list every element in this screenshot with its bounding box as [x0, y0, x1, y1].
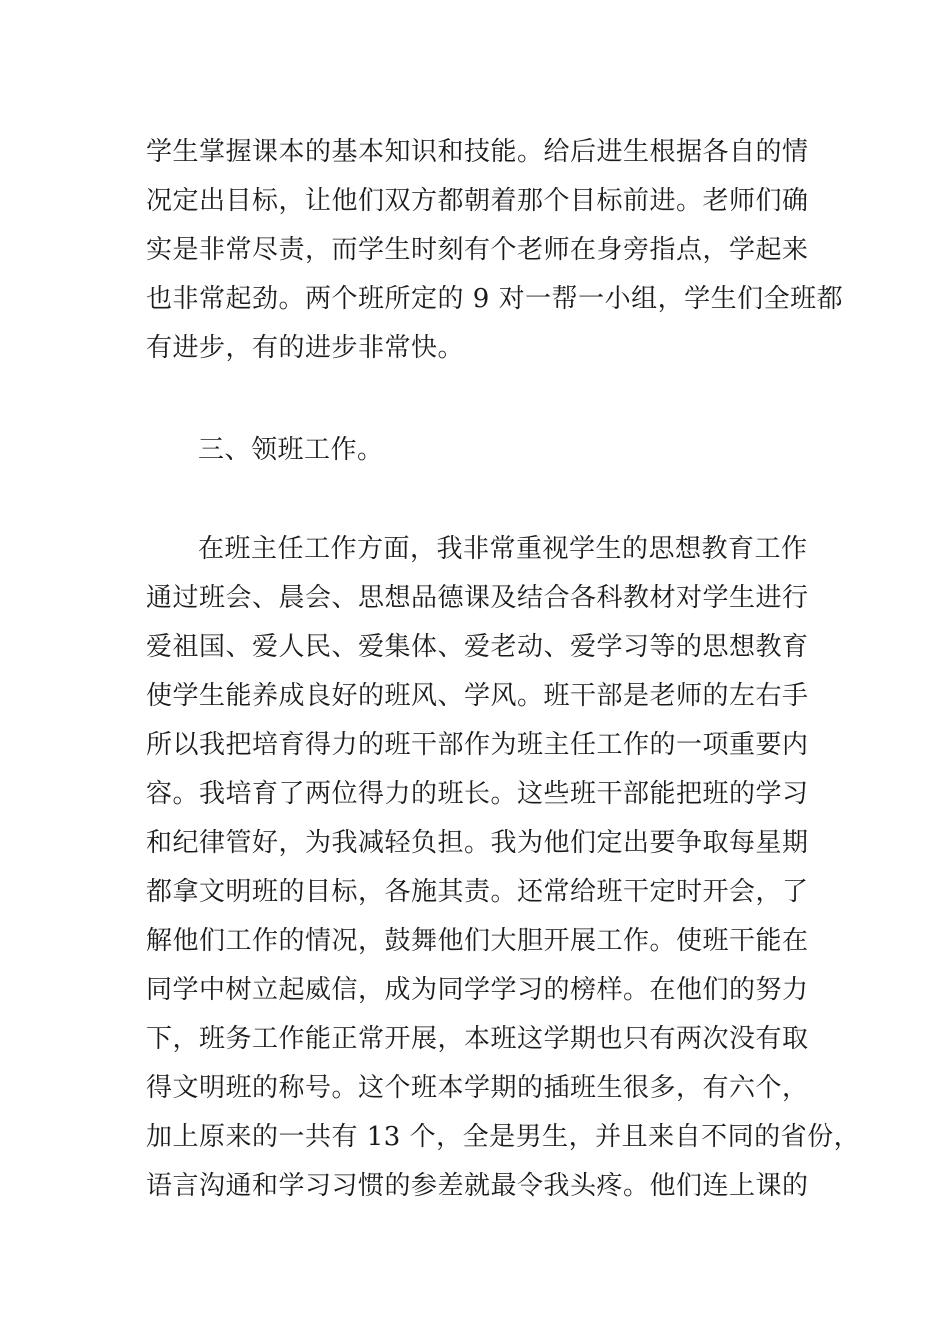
paragraph-2-line-2: 通过班会、晨会、思想品德课及结合各科教材对学生进行	[146, 583, 809, 613]
paragraph-1-line-3: 实是非常尽责，而学生时刻有个老师在身旁指点，学起来	[146, 235, 809, 265]
paragraph-1-line-2: 况定出目标，让他们双方都朝着那个目标前进。老师们确	[146, 186, 809, 216]
paragraph-2-line-6: 容。我培育了两位得力的班长。这些班干部能把班的学习	[146, 779, 809, 809]
paragraph-2-line-12: 得文明班的称号。这个班本学期的插班生很多，有六个，	[146, 1073, 809, 1103]
paragraph-1-line-1: 学生掌握课本的基本知识和技能。给后进生根据各自的情	[146, 137, 809, 167]
paragraph-2-line-8: 都拿文明班的目标，各施其责。还常给班干定时开会，了	[146, 877, 809, 907]
paragraph-2-line-14: 语言沟通和学习习惯的参差就最令我头疼。他们连上课的	[146, 1171, 809, 1201]
paragraph-2-line-5: 所以我把培育得力的班干部作为班主任工作的一项重要内	[146, 730, 809, 760]
paragraph-2-line-9: 解他们工作的情况，鼓舞他们大胆开展工作。使班干能在	[146, 926, 809, 956]
paragraph-1-line-5: 有进步，有的进步非常快。	[146, 333, 465, 363]
paragraph-2-line-13: 加上原来的一共有 13 个，全是男生，并且来自不同的省份，	[146, 1122, 861, 1152]
section-heading: 三、领班工作。	[198, 435, 384, 465]
paragraph-1-line-4: 也非常起劲。两个班所定的 9 对一帮一小组，学生们全班都	[146, 284, 844, 314]
paragraph-2-line-10: 同学中树立起威信，成为同学学习的榜样。在他们的努力	[146, 975, 809, 1005]
paragraph-2-line-11: 下，班务工作能正常开展，本班这学期也只有两次没有取	[146, 1024, 809, 1054]
paragraph-2-line-1: 在班主任工作方面，我非常重视学生的思想教育工作	[198, 534, 808, 564]
paragraph-2-line-4: 使学生能养成良好的班风、学风。班干部是老师的左右手	[146, 681, 809, 711]
paragraph-2-line-3: 爱祖国、爱人民、爱集体、爱老动、爱学习等的思想教育	[146, 632, 809, 662]
paragraph-2-line-7: 和纪律管好，为我减轻负担。我为他们定出要争取每星期	[146, 828, 809, 858]
